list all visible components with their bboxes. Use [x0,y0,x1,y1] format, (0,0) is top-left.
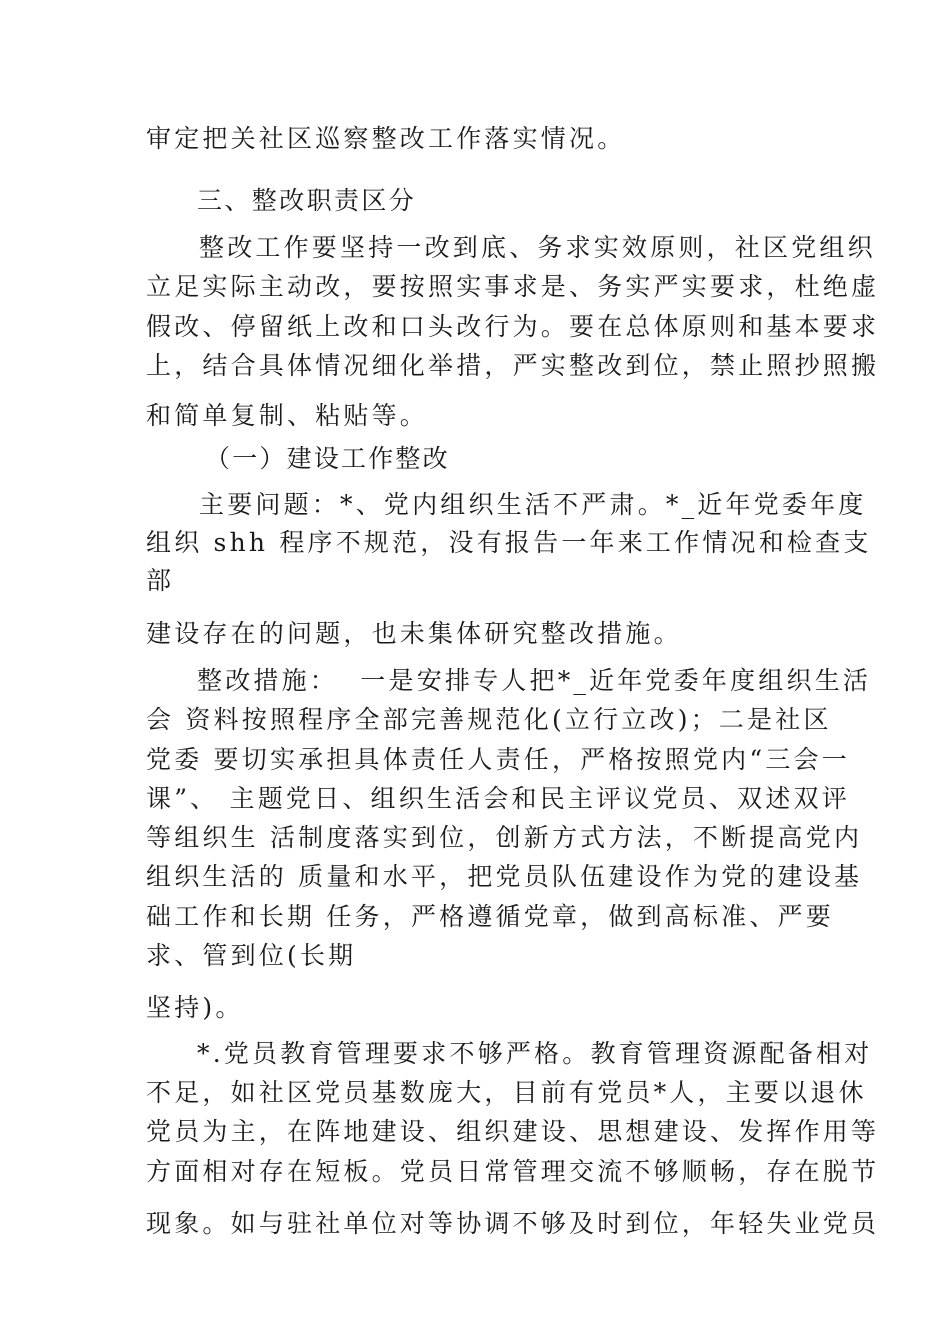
text-line: 主要问题：*、党内组织生活不严肃。*_近年党委年度 [199,490,867,519]
subsection-heading: （一）建设工作整改 [205,444,450,473]
text-line: 整改工作要坚持一改到底、务求实效原则，社区党组织 [199,233,876,262]
text-line: 础工作和长期 任务，严格遵循党章，做到高标准、严要 [146,902,834,931]
text-line: 不足，如社区党员基数庞大，目前有党员*人，主要以退休 [146,1078,867,1107]
text-line: 组织 shh 程序不规范，没有报告一年来工作情况和检查支 [146,528,872,557]
text-line: 现象。如与驻社单位对等协调不够及时到位，年轻失业党员 [146,1209,880,1238]
text-line: 党员为主，在阵地建设、组织建设、思想建设、发挥作用等 [146,1117,880,1146]
text-line: *.党员教育管理要求不够严格。教育管理资源配备相对 [197,1039,873,1068]
text-line: 方面相对存在短板。党员日常管理交流不够顺畅，存在脱节 [146,1157,880,1186]
text-line: 会 资料按照程序全部完善规范化(立行立改)；二是社区 [146,705,832,734]
section-heading: 三、整改职责区分 [197,186,417,215]
text-line: 等组织生 活制度落实到位，创新方式方法，不断提高党内 [146,823,863,852]
text-line: 和简单复制、粘贴等。 [146,401,429,430]
text-line: 组织生活的 质量和水平，把党员队伍建设作为党的建设基 [146,862,863,891]
text-line: 课”、 主题党日、组织生活会和民主评议党员、双述双评 [146,784,850,813]
text-line: 审定把关社区巡察整改工作落实情况。 [146,124,626,153]
text-line: 部 [146,566,175,595]
text-line: 求、管到位(长期 [146,941,357,970]
text-line: 建设存在的问题，也未集体研究整改措施。 [146,619,682,648]
text-line: 整改措施： 一是安排专人把*_近年党委年度组织生活 [197,666,872,695]
text-line: 坚持)。 [146,993,244,1022]
text-line: 假改、停留纸上改和口头改行为。要在总体原则和基本要求 [146,312,880,341]
text-line: 党委 要切实承担具体责任人责任，严格按照党内“三会一 [146,745,850,774]
text-line: 立足实际主动改，要按照实事求是、务实严实要求，杜绝虚 [146,272,880,301]
text-line: 上，结合具体情况细化举措，严实整改到位，禁止照抄照搬 [146,351,880,380]
